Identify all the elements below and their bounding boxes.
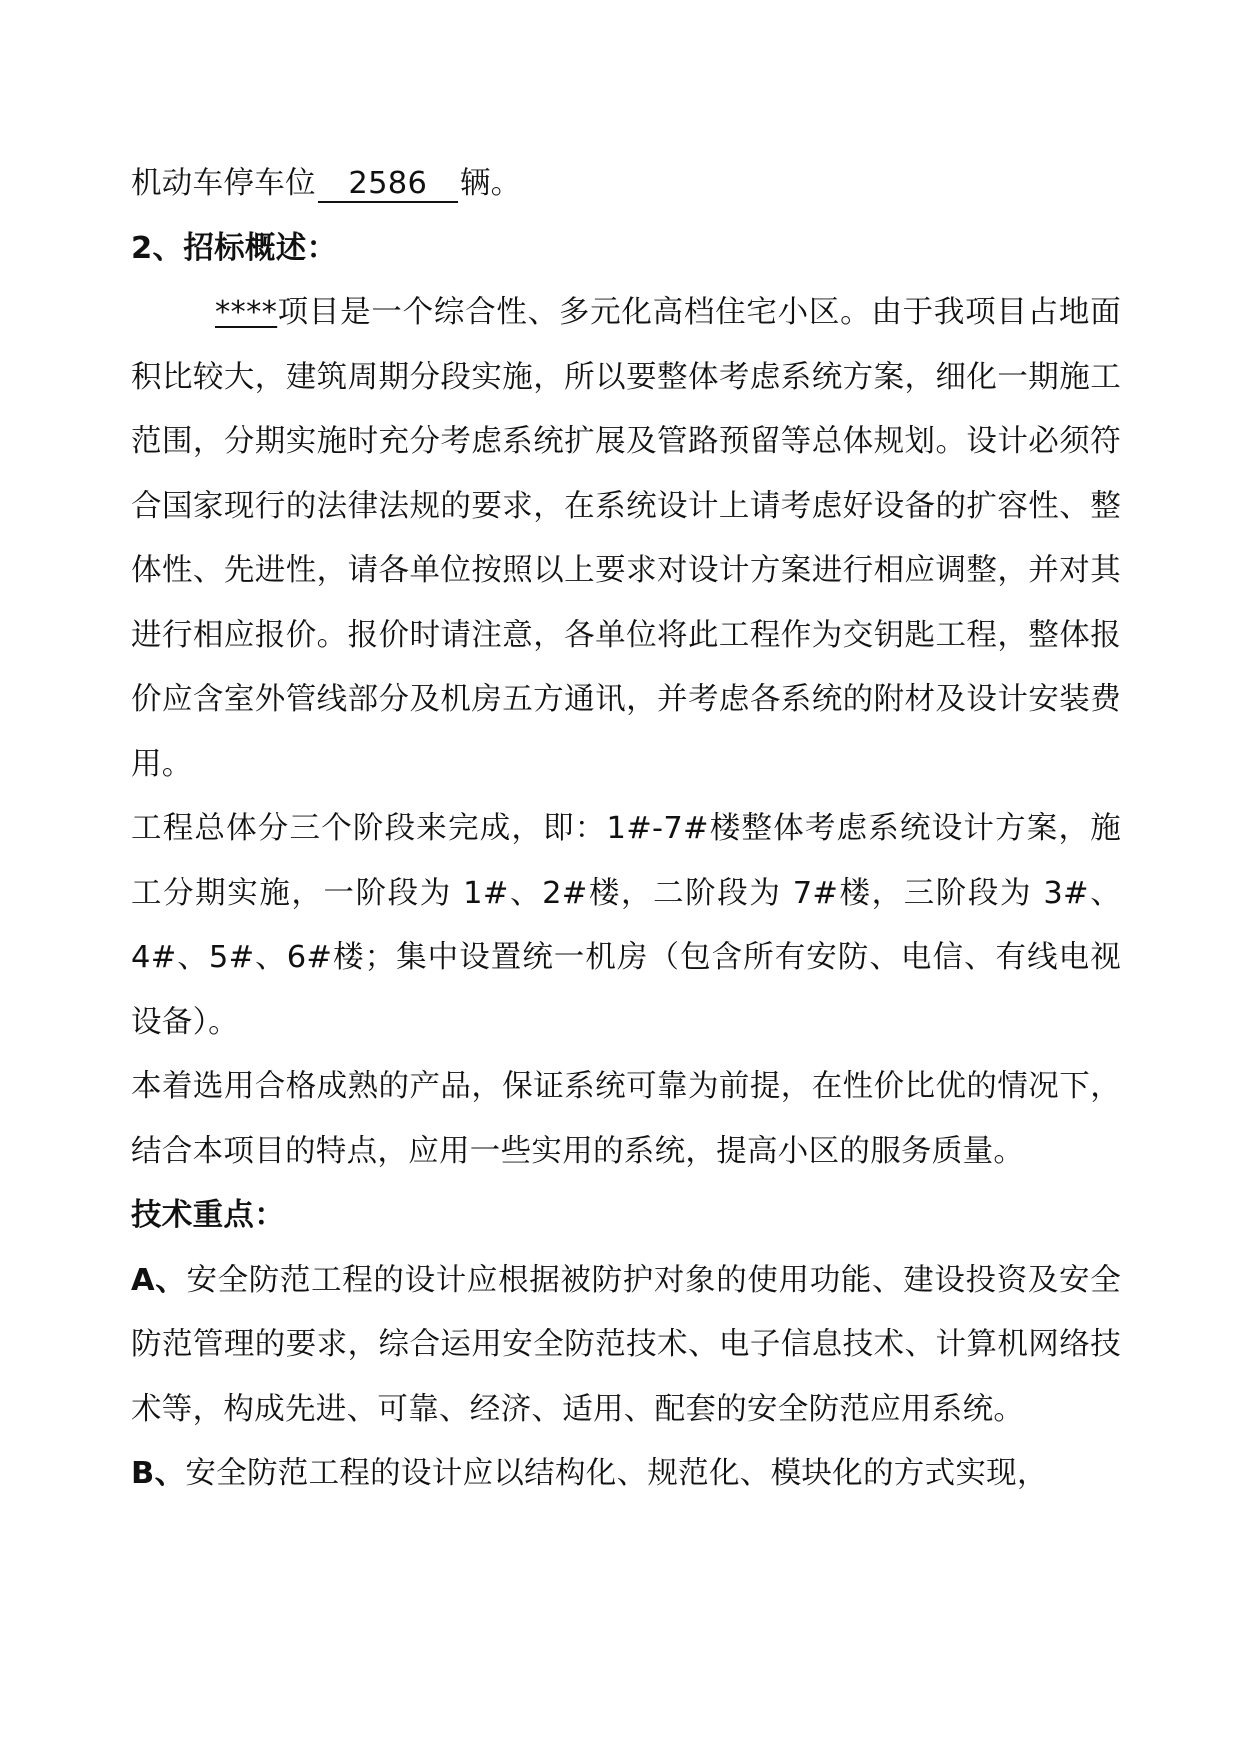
tech-heading: 技术重点：	[131, 1198, 285, 1233]
document-body	[131, 152, 1121, 1507]
tech-point-b	[131, 1442, 1121, 1507]
overview-paragraph-1	[131, 281, 1121, 797]
parking-suffix: 辆。	[459, 166, 522, 201]
overview-paragraph-3: 本着选用合格成熟的产品，保证系统可靠为前提，在性价比优的情况下，结合本项目的特点，应用一些实用的系统，提高小区的服务质量。	[131, 1069, 1121, 1169]
parking-count-blank	[318, 167, 458, 203]
project-name-mark: ****	[215, 295, 278, 330]
tech-point-a	[131, 1249, 1121, 1443]
section2-heading: 2、招标概述：	[131, 230, 338, 266]
tech-point-b-sep: 、	[154, 1456, 186, 1491]
tech-point-a-text: 安全防范工程的设计应根据被防护对象的使用功能、建设投资及安全防范管理的要求，综合运用安全防范技术、电子信息技术、计算机网络技术等，构成先进、可靠、经济、适用、配套的安全防范应用系统。	[131, 1262, 1121, 1427]
tech-point-b-label: B	[131, 1456, 155, 1491]
tech-point-b-text: 安全防范工程的设计应以结构化、规范化、模块化的方式实现，	[185, 1456, 1048, 1491]
parking-line	[131, 152, 1121, 217]
parking-prefix: 机动车停车位	[131, 166, 316, 201]
parking-count: 2586	[348, 166, 428, 201]
overview-paragraph-1-text: 项目是一个综合性、多元化高档住宅小区。由于我项目占地面积比较大，建筑周期分段实施，所以要整体考虑系统方案，细化一期施工范围，分期实施时充分考虑系统扩展及管路预留等总体规划。设计必须符合国家现行的法律法规的要求，在系统设计上请考虑好设备的扩容性、整体性、先进性，请各单位按照以上要求对设计方案进行相应调整，并对其进行相应报价。报价时请注意，各单位将此工程作为交钥匙工程，整体报价应含室外管线部分及机房五方通讯，并考虑各系统的附材及设计安装费用。	[131, 295, 1121, 782]
overview-paragraph-2: 工程总体分三个阶段来完成，即：1#-7#楼整体考虑系统设计方案，施工分期实施，一阶段为 1#、2#楼，二阶段为 7#楼，三阶段为 3#、4#、5#、6#楼；集中设置统一机房（包含所有安防、电信、有线电视设备）。	[131, 811, 1121, 1040]
tech-point-a-sep: 、	[154, 1262, 187, 1298]
tech-point-a-label: A	[131, 1262, 155, 1298]
